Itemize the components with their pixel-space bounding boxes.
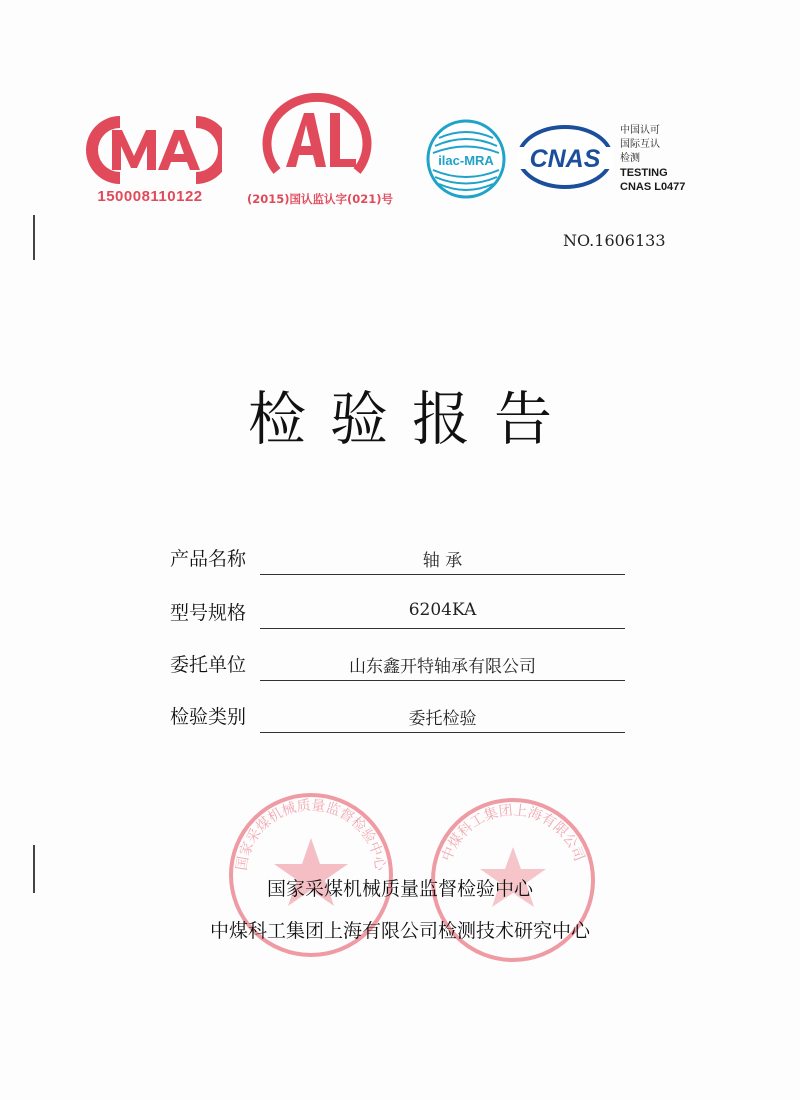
seal-left-text: 国家采煤机械质量监督检验中心 bbox=[233, 797, 389, 872]
field-value: 6204KA bbox=[408, 600, 477, 620]
report-number: NO.1606133 bbox=[563, 231, 666, 250]
cnas-logo-text: CNAS bbox=[529, 145, 601, 173]
field-value: 委托检验 bbox=[408, 709, 477, 729]
issuing-organization-1: 国家采煤机械质量监督检验中心 bbox=[266, 878, 533, 900]
seal-right-text: 中煤科工集团上海有限公司 bbox=[438, 802, 588, 864]
cma-certificate-number: 150008110122 bbox=[97, 188, 203, 205]
field-row-client bbox=[170, 648, 630, 678]
cnas-line-2: 国际互认 bbox=[620, 139, 660, 150]
cnas-line-4: TESTING bbox=[620, 167, 668, 179]
report-title: 检验报告 bbox=[247, 385, 576, 453]
field-underline bbox=[260, 680, 625, 681]
cma-logo bbox=[82, 112, 222, 188]
ilac-mra-logo bbox=[425, 118, 507, 200]
binding-mark-top bbox=[33, 215, 35, 260]
cal-certificate-number: (2015)国认监认字(021)号 bbox=[246, 192, 394, 206]
field-label: 委托单位 bbox=[170, 654, 247, 676]
field-label: 检验类别 bbox=[170, 706, 247, 728]
field-row-model bbox=[170, 596, 630, 626]
field-underline bbox=[260, 732, 625, 733]
field-label: 产品名称 bbox=[170, 548, 247, 570]
cnas-line-5: CNAS L0477 bbox=[620, 181, 686, 193]
cnas-logo bbox=[515, 123, 615, 191]
field-value: 轴 承 bbox=[422, 551, 463, 571]
cal-logo bbox=[252, 93, 382, 193]
cnas-line-1: 中国认可 bbox=[620, 125, 660, 136]
field-underline bbox=[260, 574, 625, 575]
field-value: 山东鑫开特轴承有限公司 bbox=[349, 657, 536, 677]
cnas-accreditation-text bbox=[620, 124, 685, 194]
field-row-inspection-type bbox=[170, 700, 630, 730]
field-label: 型号规格 bbox=[170, 602, 247, 624]
field-underline bbox=[260, 628, 625, 629]
issuing-organization-2: 中煤科工集团上海有限公司检测技术研究中心 bbox=[209, 920, 590, 942]
field-row-product-name bbox=[170, 542, 630, 572]
cnas-line-3: 检测 bbox=[620, 153, 640, 164]
ilac-mra-text: ilac-MRA bbox=[438, 153, 494, 168]
